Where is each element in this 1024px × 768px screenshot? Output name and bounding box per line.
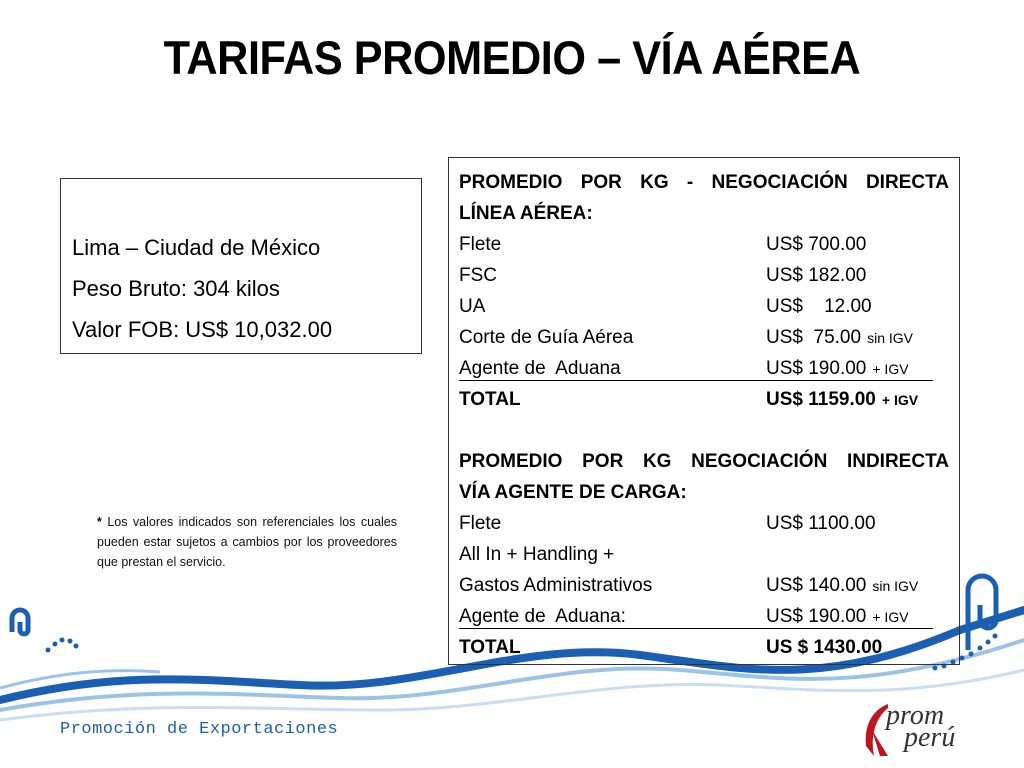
direct-row-fsc: FSC US$ 182.00 bbox=[459, 265, 867, 286]
spiral-icon bbox=[12, 610, 28, 634]
direct-header: PROMEDIO POR KG - NEGOCIACIÓN DIRECTA bbox=[459, 172, 949, 193]
tariff-box bbox=[448, 157, 960, 665]
logo-text-prom: prom bbox=[886, 700, 945, 731]
indirect-header: PROMEDIO POR KG NEGOCIACIÓN INDIRECTA bbox=[459, 451, 949, 472]
route-info-box bbox=[60, 178, 422, 354]
indirect-row-agente: Agente de Aduana: US$ 190.00 + IGV bbox=[459, 601, 949, 632]
direct-row-agente: Agente de Aduana US$ 190.00 + IGV bbox=[459, 353, 949, 384]
logo-text-peru: perú bbox=[904, 722, 956, 753]
underline bbox=[459, 380, 933, 381]
direct-row-ua: UA US$ 12.00 bbox=[459, 296, 872, 317]
footer-text: Promoción de Exportaciones bbox=[60, 720, 339, 739]
route-line: Lima – Ciudad de México bbox=[72, 235, 321, 260]
indirect-row-flete: Flete US$ 1100.00 bbox=[459, 513, 876, 534]
asterisk: * bbox=[97, 515, 102, 529]
underline bbox=[459, 628, 933, 629]
disclaimer-text: Los valores indicados son referenciales los cuales pueden estar sujetos a cambios por los proveedores que prestan el servicio. bbox=[97, 515, 397, 569]
direct-row-flete: Flete US$ 700.00 bbox=[459, 234, 867, 255]
promperu-logo bbox=[858, 700, 978, 760]
indirect-row-gastos: Gastos Administrativos US$ 140.00 sin IGV bbox=[459, 575, 919, 596]
direct-row-corte: Corte de Guía Aérea US$ 75.00 sin IGV bbox=[459, 327, 913, 348]
gross-weight: Peso Bruto: 304 kilos bbox=[72, 276, 280, 301]
disclaimer-note bbox=[97, 512, 397, 572]
fob-value: Valor FOB: US$ 10,032.00 bbox=[72, 317, 333, 342]
page-title: TARIFAS PROMEDIO – VÍA AÉREA bbox=[163, 31, 861, 84]
indirect-row-total: TOTAL US $ 1430.00 bbox=[459, 637, 883, 658]
direct-row-total: TOTAL US$ 1159.00 + IGV bbox=[459, 389, 919, 410]
indirect-row-allin: All In + Handling + bbox=[459, 544, 615, 565]
indirect-header-sub: VÍA AGENTE DE CARGA: bbox=[459, 482, 687, 503]
direct-header-sub: LÍNEA AÉREA: bbox=[459, 203, 593, 224]
